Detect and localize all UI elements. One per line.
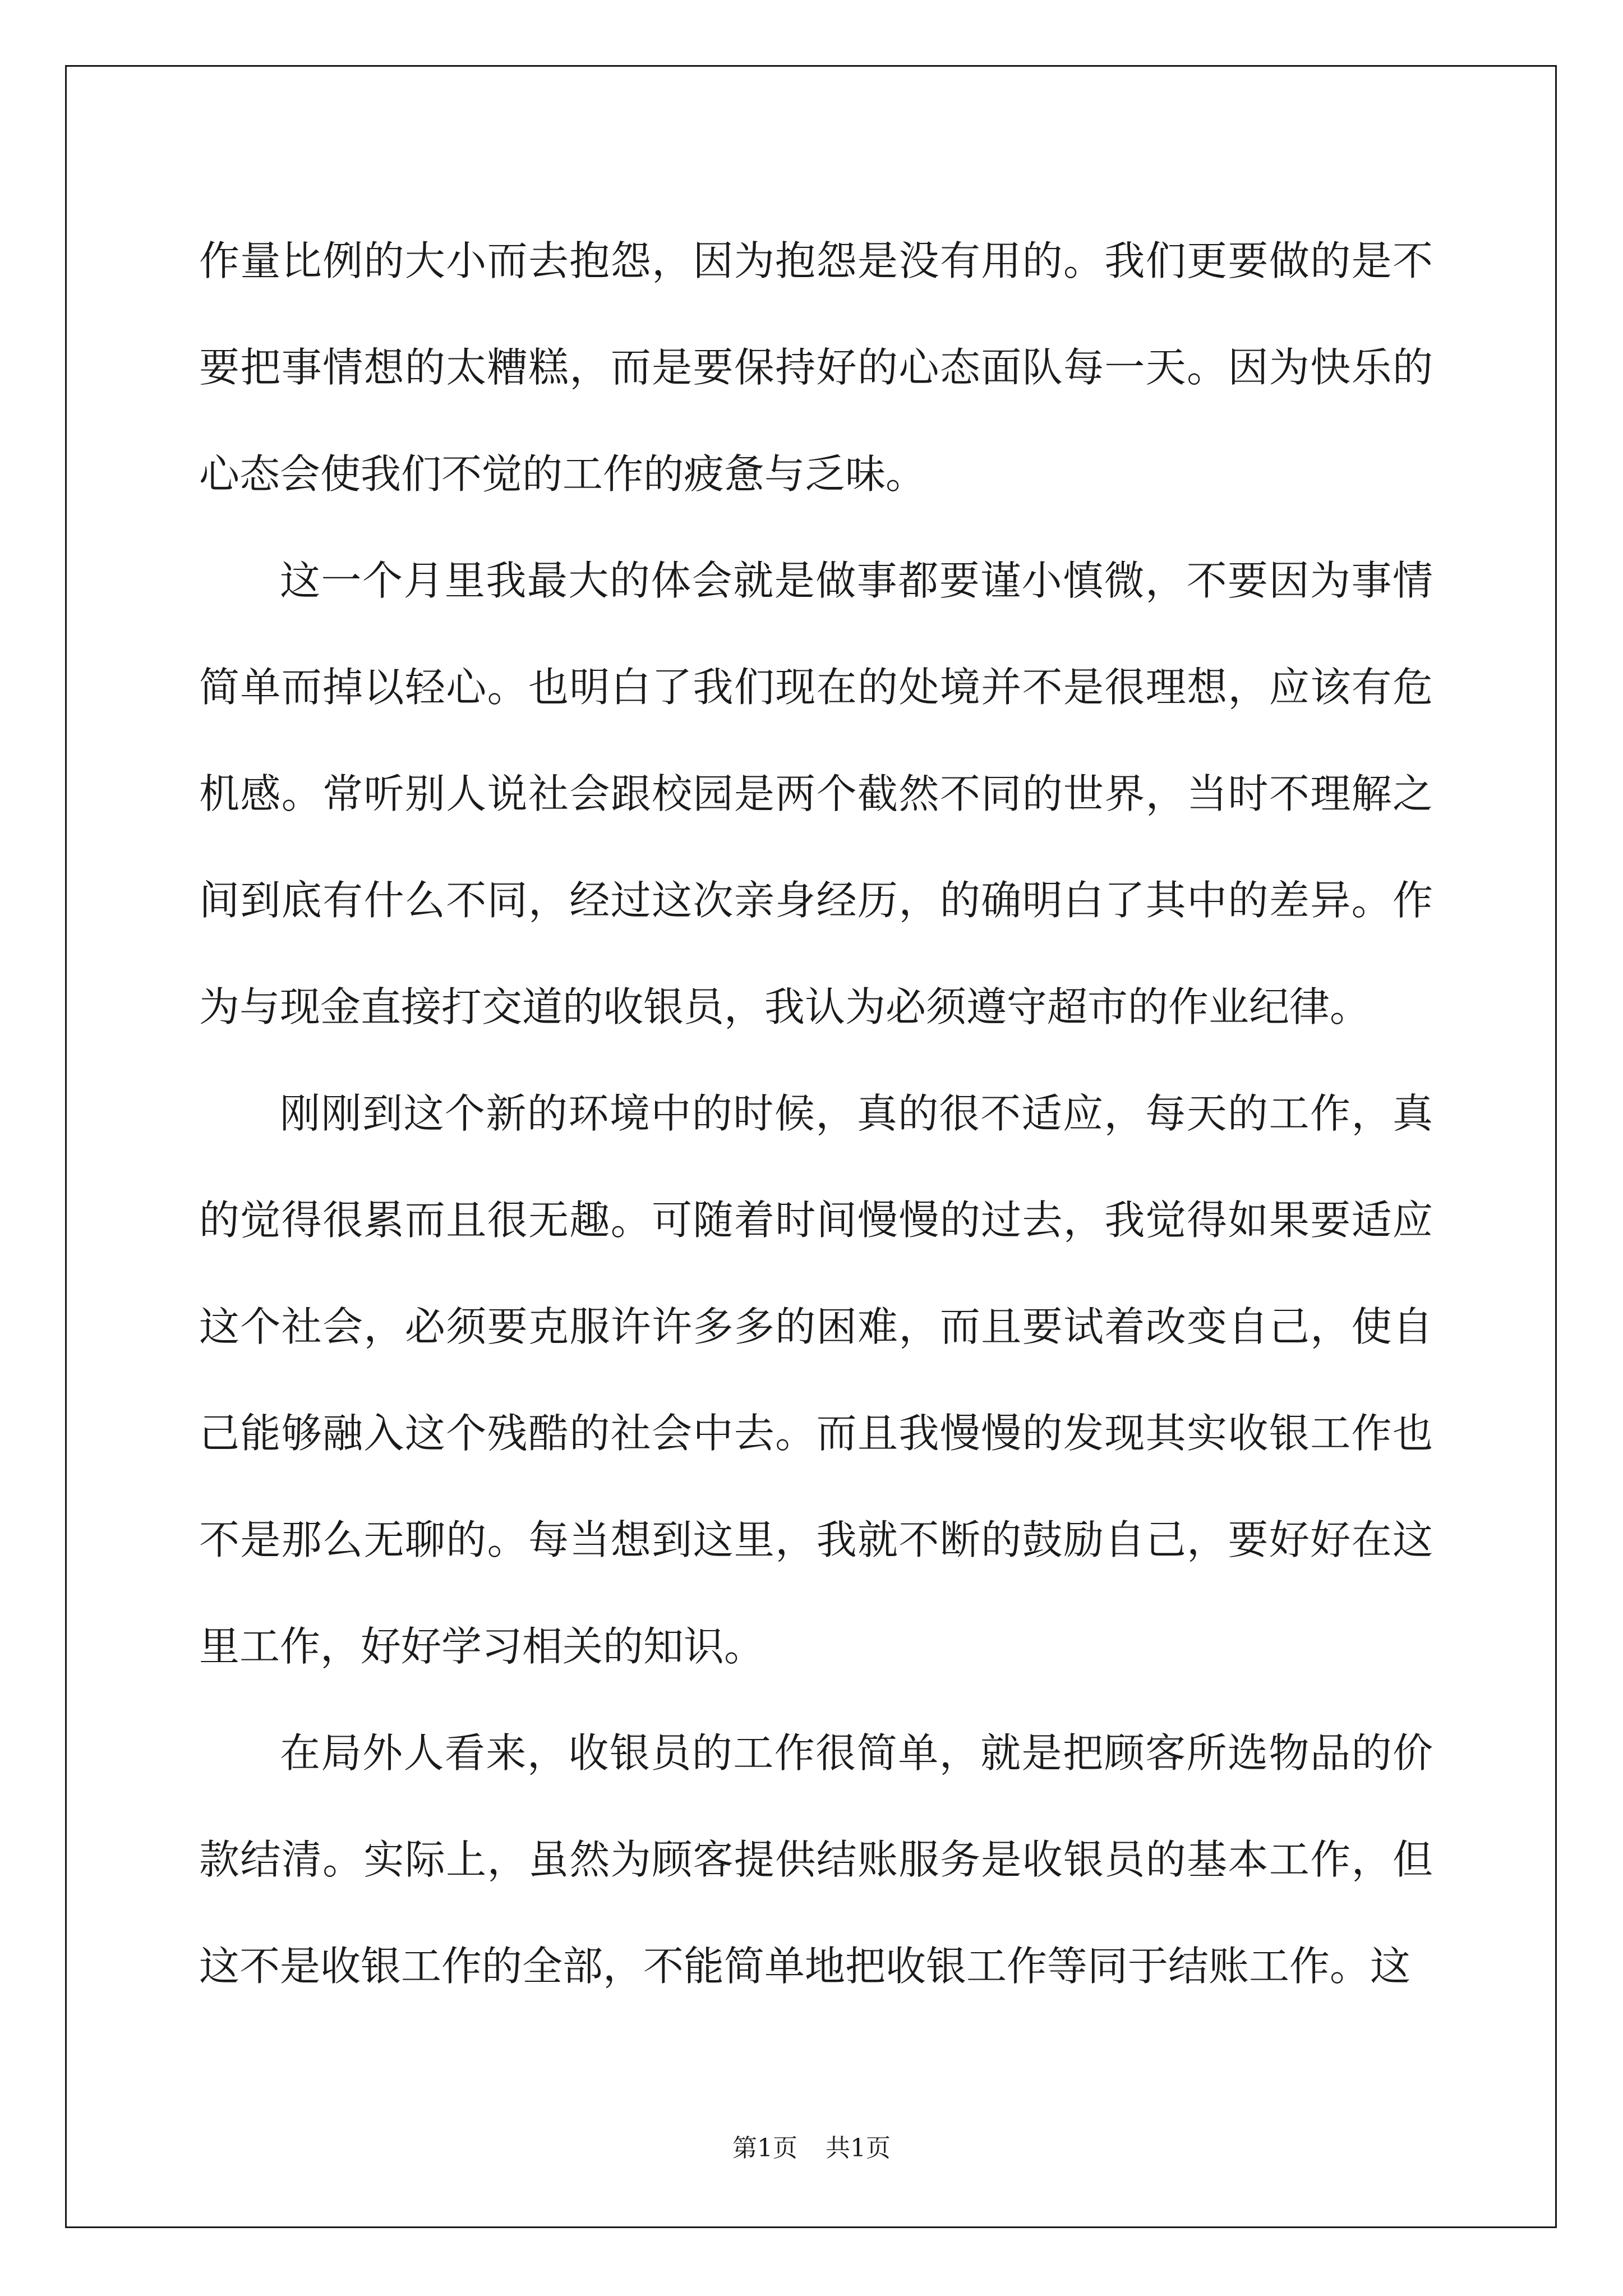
- document-body: [199, 208, 1433, 2019]
- page-footer: [0, 2132, 1623, 2165]
- paragraph-4: 在局外人看来，收银员的工作很简单，就是把顾客所选物品的价款结清。实际上，虽然为顾客提供结账服务是收银员的基本工作，但这不是收银工作的全部，不能简单地把收银工作等同于结账工作。这: [199, 1729, 1433, 1990]
- paragraph-2: 这一个月里我最大的体会就是做事都要谨小慎微，不要因为事情简单而掉以轻心。也明白了我们现在的处境并不是很理想，应该有危机感。常听别人说社会跟校园是两个截然不同的世界，当时不理解之间到底有什么不同，经过这次亲身经历，的确明白了其中的差异。作为与现金直接打交道的收银员，我认为必须遵守超市的作业纪律。: [199, 557, 1433, 1030]
- page-number: 第1页: [732, 2134, 797, 2162]
- page-total: 共1页: [826, 2134, 891, 2162]
- paragraph-1: 作量比例的大小而去抱怨，因为抱怨是没有用的。我们更要做的是不要把事情想的太糟糕，而是要保持好的心态面队每一天。因为快乐的心态会使我们不觉的工作的疲惫与乏味。: [199, 237, 1433, 498]
- paragraph-3: 刚刚到这个新的环境中的时候，真的很不适应，每天的工作，真的觉得很累而且很无趣。可随着时间慢慢的过去，我觉得如果要适应这个社会，必须要克服许许多多的困难，而且要试着改变自己，使自己能够融入这个残酷的社会中去。而且我慢慢的发现其实收银工作也不是那么无聊的。每当想到这里，我就不断的鼓励自己，要好好在这里工作，好好学习相关的知识。: [199, 1090, 1433, 1670]
